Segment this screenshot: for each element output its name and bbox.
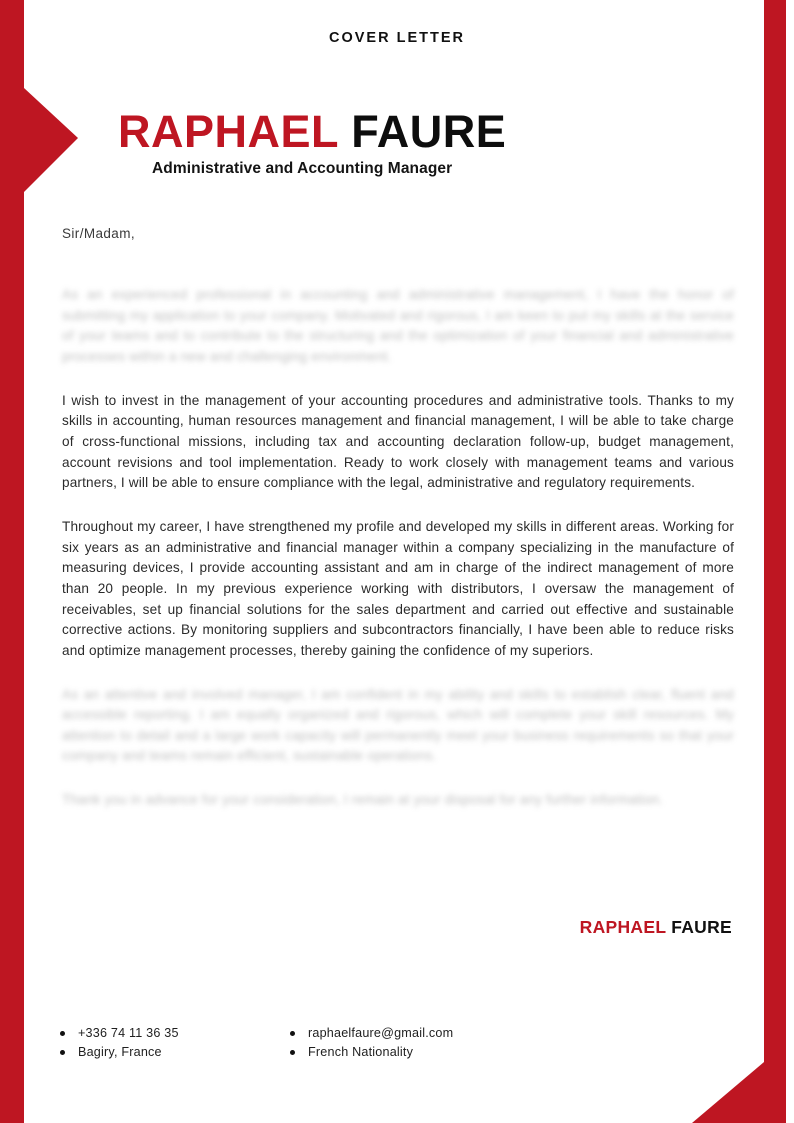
contact-nationality-value: French Nationality <box>308 1045 414 1059</box>
signature-last-name: FAURE <box>671 917 732 937</box>
contact-phone-value: +336 74 11 36 35 <box>78 1026 179 1040</box>
contact-location <box>60 1045 290 1059</box>
contact-footer <box>60 1026 660 1059</box>
left-chevron-accent <box>0 88 78 192</box>
job-title: Administrative and Accounting Manager <box>152 160 453 178</box>
salutation: Sir/Madam, <box>62 226 136 241</box>
contact-location-value: Bagiry, France <box>78 1045 162 1059</box>
signature <box>580 917 732 938</box>
paragraph-signoff: Thank you in advance for your consideration, I remain at your disposal for any further information. <box>62 792 664 808</box>
contact-email[interactable] <box>290 1026 590 1040</box>
contact-column-left <box>60 1026 290 1059</box>
paragraph-motivation: I wish to invest in the management of your accounting procedures and administrative tools. Thanks to my skills in accounting, human resources management and financial management, I will be able to take charge of cross-functional missions, including tax and accounting declaration follow-up, budget management, account revisions and tool implementation. Ready to work closely with management teams and various partners, I will be able to ensure compliance with the legal, administrative and regulatory requirements. <box>62 392 734 491</box>
contact-column-right <box>290 1026 590 1059</box>
bullet-icon <box>290 1050 295 1055</box>
letter-body <box>62 226 734 831</box>
contact-nationality <box>290 1045 590 1059</box>
paragraph-closing: As an attentive and involved manager, I am confident in my ability and skills to establish clear, fluent and accessible reporting. I am equally organized and rigorous, which will complete your skill resources. My attention to detail and a large work capacity will permanently meet your business requirements so that your company and teams remain efficient, sustainable operations. <box>62 686 734 764</box>
contact-phone <box>60 1026 290 1040</box>
first-name: RAPHAEL <box>118 106 339 157</box>
name-block <box>118 108 678 178</box>
bullet-icon <box>60 1031 65 1036</box>
signature-first-name: RAPHAEL <box>579 917 667 937</box>
paragraph-experience: Throughout my career, I have strengthened my profile and developed my skills in different areas. Working for six years as an administrative and financial manager within a company specializing in the manufacture of measuring devices, I provide accounting assistant and am in charge of the indirect management of more than 20 people. In my previous experience working with distributors, I oversaw the management of receivables, set up financial solutions for the sales department and carried out effective and sustainable corrective actions. By monitoring suppliers and subcontractors financially, I have been able to reduce risks and optimize management processes, thereby gaining the confidence of my superiors. <box>62 518 734 658</box>
contact-email-value: raphaelfaure@gmail.com <box>308 1026 454 1040</box>
paragraph-intro: As an experienced professional in accounting and administrative management, I have the honor of submitting my application to your company. Motivated and rigorous, I am keen to put my skills at the service of your teams and to contribute to the structuring and the optimization of your financial and administrative processes within a new and challenging environment. <box>62 287 734 364</box>
bullet-icon <box>60 1050 65 1055</box>
last-name: FAURE <box>351 106 507 157</box>
full-name <box>118 108 678 155</box>
page-title: COVER LETTER <box>329 30 465 46</box>
bullet-icon <box>290 1031 295 1036</box>
